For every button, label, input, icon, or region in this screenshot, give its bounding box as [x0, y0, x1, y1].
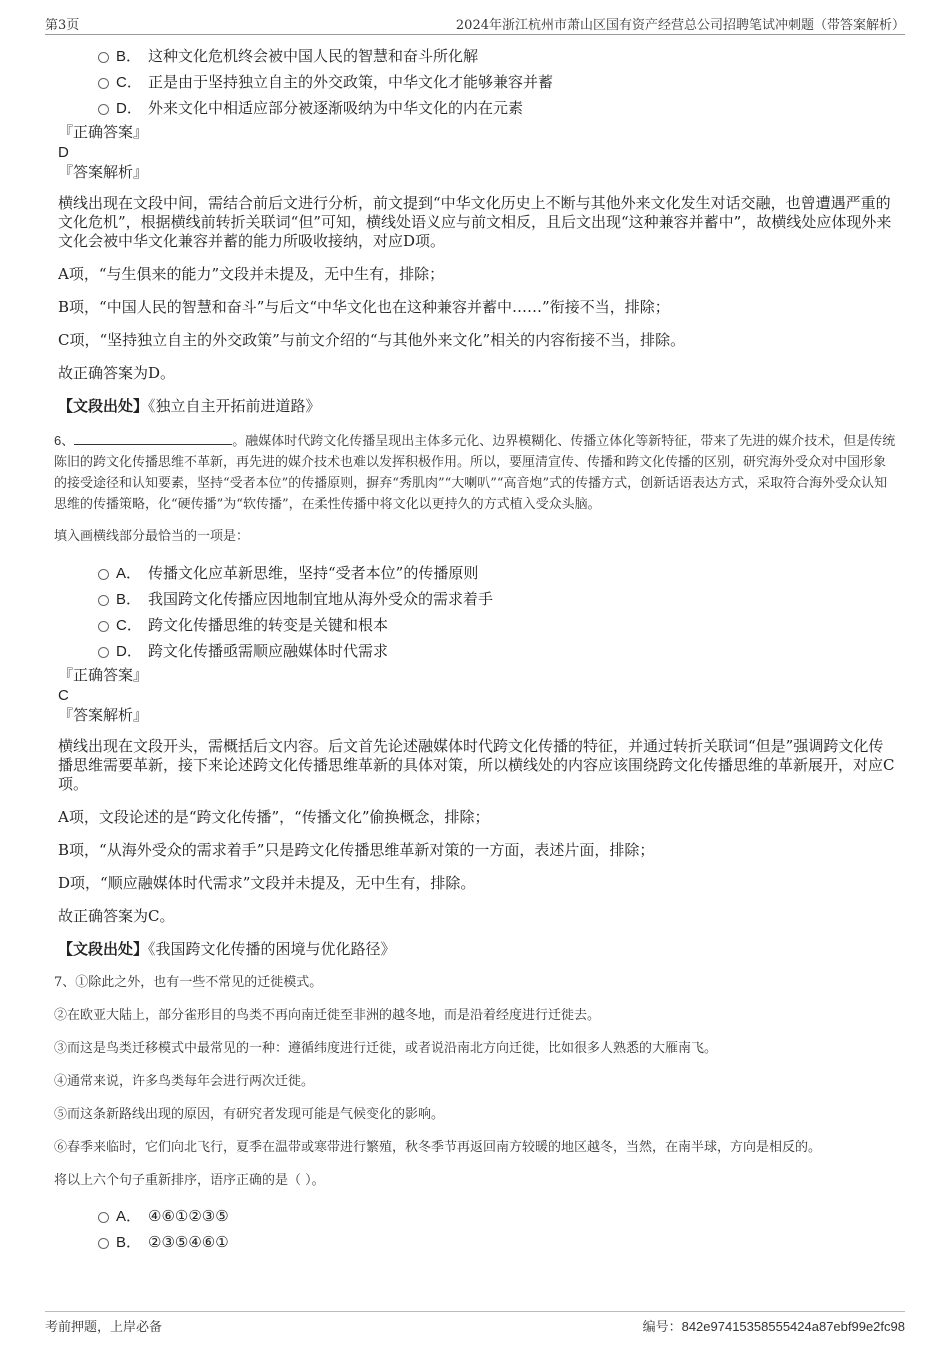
question-prompt: 将以上六个句子重新排序，语序正确的是（ ）。: [54, 1173, 325, 1188]
source-line: 【文段出处】《我国跨文化传播的困境与优化路径》: [58, 940, 396, 958]
page-footer: [45, 1311, 905, 1335]
radio-icon[interactable]: [98, 1238, 109, 1249]
analysis-paragraph: D项，“顺应融媒体时代需求”文段并未提及，无中生有，排除。: [58, 874, 476, 892]
question-7-sentence: ②在欧亚大陆上，部分雀形目的鸟类不再向南迁徙至非洲的越冬地，而是沿着经度进行迁徙去。: [54, 1008, 601, 1023]
option-b[interactable]: B． ②③⑤④⑥①: [98, 1230, 898, 1256]
document-title: 2024年浙江杭州市萧山区国有资产经营总公司招聘笔试冲刺题（带答案解析）: [455, 18, 905, 33]
page-header: [45, 14, 905, 35]
analysis-paragraph: B项，“中国人民的智慧和奋斗”与后文“中华文化也在这种兼容并蓄中……”衔接不当，排除；: [58, 298, 670, 316]
analysis-label: 『答案解析』: [58, 706, 149, 724]
question-7-sentence: ③而这是鸟类迁移模式中最常见的一种：遵循纬度进行迁徙，或者说沿南北方向迁徙，比如很多人熟悉的大雁南飞。: [54, 1041, 718, 1056]
answer-label: 『正确答案』: [58, 666, 149, 684]
q7-options: [58, 1204, 898, 1256]
footer-slogan: 考前押题，上岸必备: [45, 1320, 163, 1335]
question-7-sentence: 7、①除此之外，也有一些不常见的迁徙模式。: [54, 975, 323, 990]
question-7-sentence: ④通常来说，许多鸟类每年会进行两次迁徙。: [54, 1074, 315, 1089]
option-c[interactable]: C． 跨文化传播思维的转变是关键和根本: [98, 613, 898, 639]
analysis-paragraph: 故正确答案为C。: [58, 907, 175, 925]
option-b[interactable]: B． 我国跨文化传播应因地制宜地从海外受众的需求着手: [98, 587, 898, 613]
option-a[interactable]: A． ④⑥①②③⑤: [98, 1204, 898, 1230]
analysis-paragraph: B项，“从海外受众的需求着手”只是跨文化传播思维革新对策的一方面，表述片面，排除；: [58, 841, 655, 859]
answer-value: C: [58, 687, 69, 704]
page-number: 第3页: [45, 18, 80, 33]
radio-icon[interactable]: [98, 621, 109, 632]
radio-icon[interactable]: [98, 595, 109, 606]
content: [54, 44, 898, 1256]
question-7-sentence: ⑥春季来临时，它们向北飞行，夏季在温带或寒带进行繁殖，秋冬季节再返回南方较暖的地区越冬，当然，在南半球，方向是相反的。: [54, 1140, 822, 1155]
question-7-sentence: ⑤而这条新路线出现的原因，有研究者发现可能是气候变化的影响。: [54, 1107, 445, 1122]
analysis-paragraph: A项，文段论述的是“跨文化传播”，“传播文化”偷换概念，排除；: [58, 808, 490, 826]
answer-value: D: [58, 144, 69, 161]
radio-icon[interactable]: [98, 78, 109, 89]
radio-icon[interactable]: [98, 104, 109, 115]
radio-icon[interactable]: [98, 52, 109, 63]
analysis-paragraph: 故正确答案为D。: [58, 364, 176, 382]
radio-icon[interactable]: [98, 647, 109, 658]
option-d[interactable]: D． 外来文化中相适应部分被逐渐吸纳为中华文化的内在元素: [98, 96, 898, 122]
answer-label: 『正确答案』: [58, 123, 149, 141]
option-c[interactable]: C． 正是由于坚持独立自主的外交政策，中华文化才能够兼容并蓄: [98, 70, 898, 96]
analysis-label: 『答案解析』: [58, 163, 149, 181]
analysis-paragraph: C项，“坚持独立自主的外交政策”与前文介绍的“与其他外来文化”相关的内容衔接不当，排除。: [58, 331, 686, 349]
question-prompt: 填入画横线部分最恰当的一项是：: [54, 529, 250, 544]
fill-blank: [74, 431, 232, 445]
option-a[interactable]: A． 传播文化应革新思维，坚持“受者本位”的传播原则: [98, 561, 898, 587]
document-code: 编号：842e97415358555424a87ebf99e2fc98: [642, 1319, 905, 1334]
analysis-paragraph: A项，“与生俱来的能力”文段并未提及，无中生有，排除；: [58, 265, 445, 283]
question-6-stem: 6、 。融媒体时代跨文化传播呈现出主体多元化、边界模糊化、传播立体化等新特征，带来了先进的媒介技术，但是传统陈旧的跨文化传播思维不革新，再先进的媒介技术也难以发挥积极作用。所以，要厘清宣传、传播和跨文化传播的区别，研究海外受众对中国形象的接受途径和认知要素，坚持“受者本位”的传播原则，摒弃“秀肌肉”“大喇叭”“高音炮”式的传播方式，创新话语表达方式，采取符合海外受众认知思维的传播策略，化“硬传播”为“软传播”，在柔性传播中将文化以更持久的方式植入受众头脑。: [54, 433, 896, 512]
analysis-paragraph: 横线出现在文段开头，需概括后文内容。后文首先论述融媒体时代跨文化传播的特征，并通过转折关联词“但是”强调跨文化传播思维需要革新，接下来论述跨文化传播思维革新的具体对策，所以横线处的内容应该围绕跨文化传播思维的革新展开，对应C项。: [58, 737, 895, 793]
analysis-paragraph: 横线出现在文段中间，需结合前后文进行分析，前文提到“中华文化历史上不断与其他外来文化发生对话交融，也曾遭遇严重的文化危机”，根据横线前转折关联词“但”可知，横线处语义应与前文相反，且后文出现“这种兼容并蓄中”，故横线处应体现外来文化会被中华文化兼容并蓄的能力所吸收接纳，对应D项。: [58, 194, 892, 250]
q6-options: [58, 561, 898, 665]
q5-options: [58, 44, 898, 122]
source-line: 【文段出处】《独立自主开拓前进道路》: [58, 397, 321, 415]
radio-icon[interactable]: [98, 1212, 109, 1223]
radio-icon[interactable]: [98, 569, 109, 580]
option-d[interactable]: D． 跨文化传播亟需顺应融媒体时代需求: [98, 639, 898, 665]
option-b[interactable]: B． 这种文化危机终会被中国人民的智慧和奋斗所化解: [98, 44, 898, 70]
